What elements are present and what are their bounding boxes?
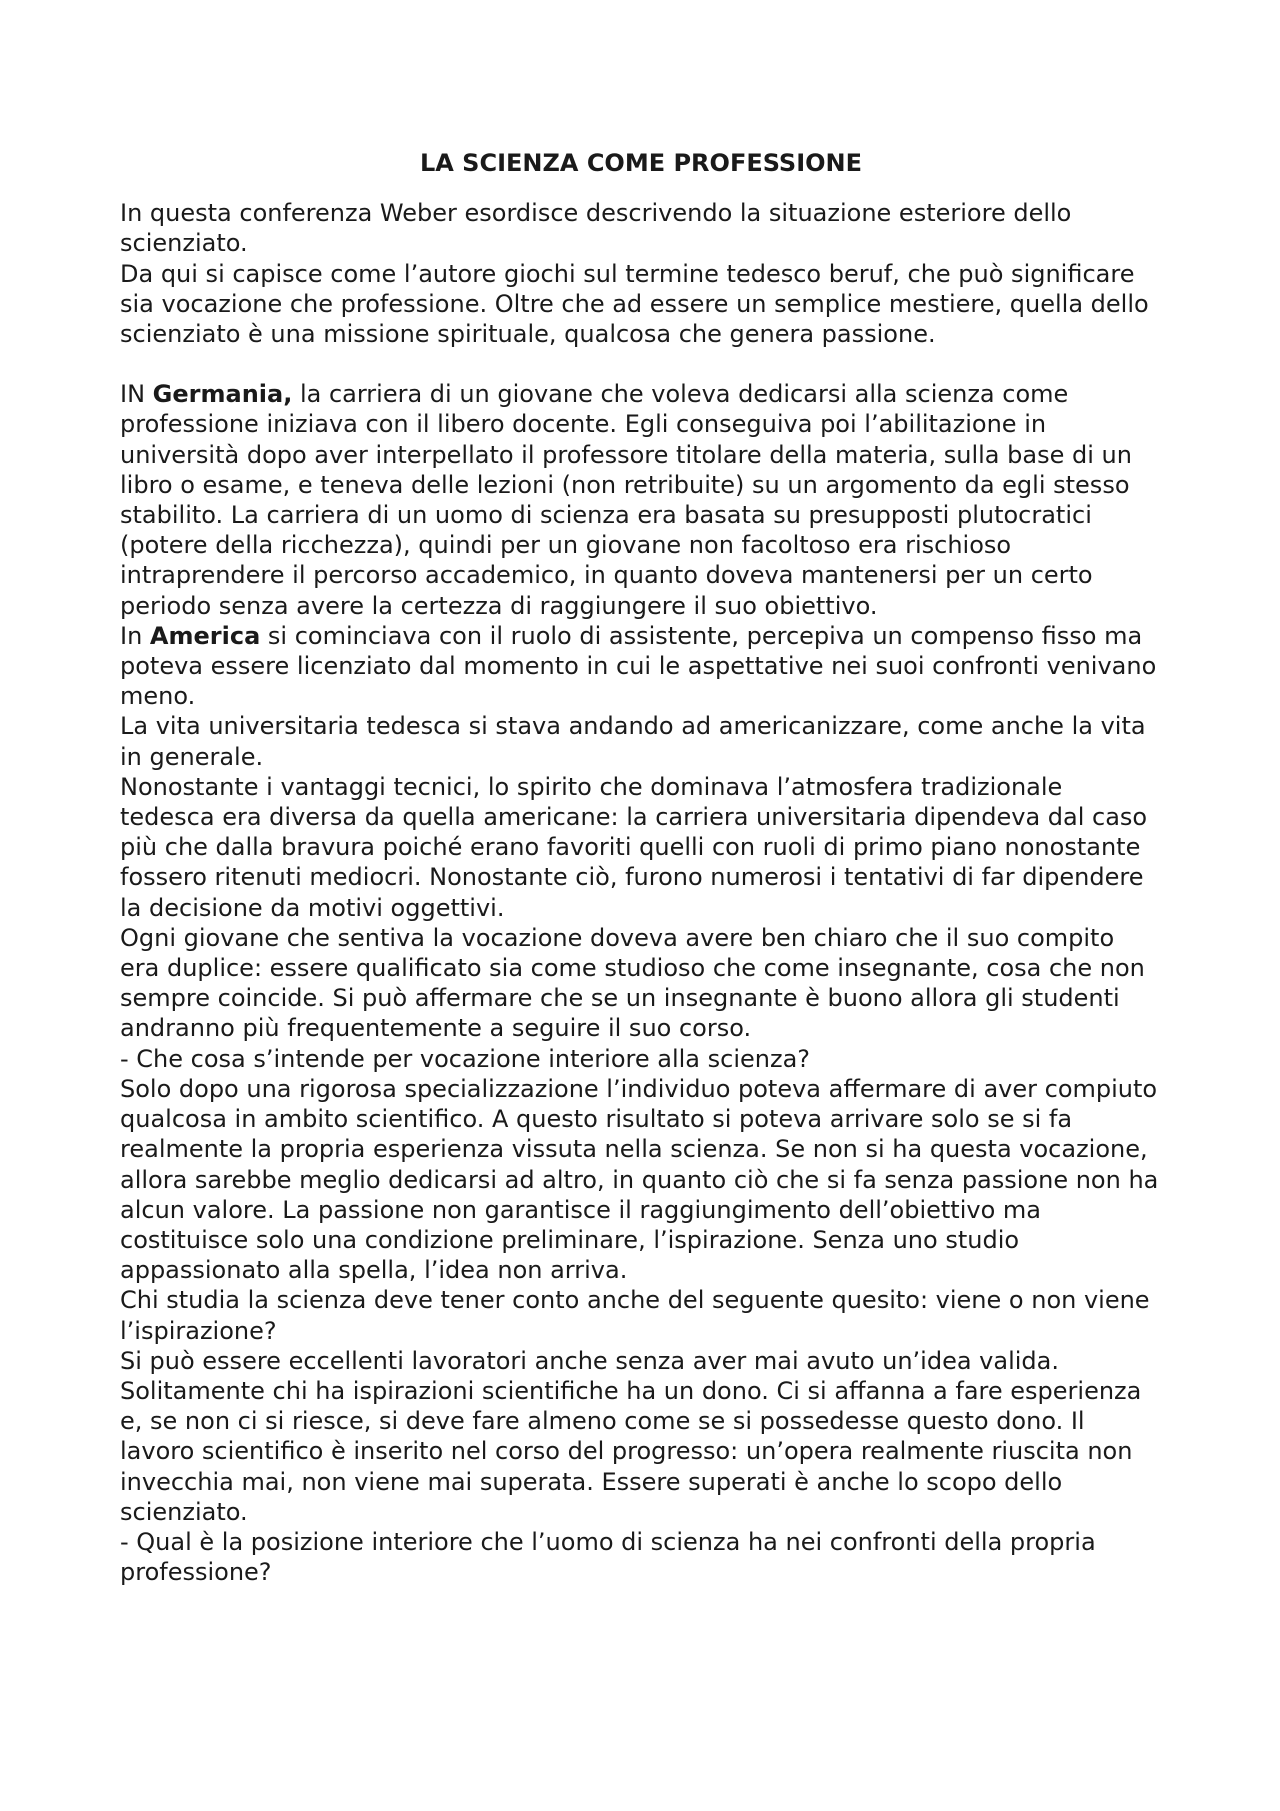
question-vocazione: - Che cosa s’intende per vocazione interiore alla scienza? <box>120 1044 811 1073</box>
paragraph-germania <box>120 379 1160 621</box>
paragraph-germania-text: la carriera di un giovane che voleva dedicarsi alla scienza come professione iniziava con il libero docente. Egli conseguiva poi l’abilitazione in università dopo aver interpellato il professore titolare della materia, sulla base di un libro o esame, e teneva delle lezioni (non retribuite) su un argomento da egli stesso stabilito. La carriera di un uomo di scienza era basata su presupposti plutocratici (potere della ricchezza), quindi per un giovane non facoltoso era rischioso intraprendere il percorso accademico, in quanto doveva mantenersi per un certo periodo senza avere la certezza di raggiungere il suo obiettivo. <box>120 380 1132 620</box>
page-title: LA SCIENZA COME PROFESSIONE <box>419 149 863 177</box>
paragraph-dono: Si può essere eccellenti lavoratori anche senza aver mai avuto un’idea valida. Solitamente chi ha ispirazioni scientifiche ha un dono. Ci si affanna a fare esperienza e, se non ci si riesce, si deve fare almeno come se si possedesse questo dono. Il lavoro scientifico è inserito nel corso del progresso: un’opera realmente riuscita non invecchia mai, non viene mai superata. Essere superati è anche lo scopo dello scienziato. <box>120 1346 1142 1526</box>
paragraph-germania-prefix: IN <box>120 380 153 409</box>
paragraph-intro: In questa conferenza Weber esordisce descrivendo la situazione esteriore dello scienziato. <box>120 199 1072 258</box>
question-posizione: - Qual è la posizione interiore che l’uomo di scienza ha nei confronti della propria professione? <box>120 1527 1096 1587</box>
paragraph-america-text: si cominciava con il ruolo di assistente, percepiva un compenso fisso ma poteva essere licenziato dal momento in cui le aspettative nei suoi confronti venivano meno. <box>120 621 1157 711</box>
paragraph-americanizzazione: La vita universitaria tedesca si stava andando ad americanizzare, come anche la vita in generale. <box>120 712 1146 771</box>
paragraph-america <box>120 621 1160 712</box>
paragraph-vantaggi: Nonostante i vantaggi tecnici, lo spirito che dominava l’atmosfera tradizionale tedesca era diversa da quella americane: la carriera universitaria dipendeva dal caso più che dalla bravura poiché erano favoriti quelli con ruoli di primo piano nonostante fossero ritenuti mediocri. Nonostante ciò, furono numerosi i tentativi di far dipendere la decisione da motivi oggettivi. <box>120 772 1148 922</box>
keyword-america: America <box>149 621 261 650</box>
keyword-germania: Germania, <box>152 380 293 409</box>
paragraph-beruf: Da qui si capisce come l’autore giochi sul termine tedesco beruf, che può significare sia vocazione che professione. Oltre che ad essere un semplice mestiere, quella dello scienziato è una missione spirituale, qualcosa che genera passione. <box>120 259 1149 349</box>
paragraph-specializzazione: Solo dopo una rigorosa specializzazione l’individuo poteva affermare di aver compiuto qualcosa in ambito scientifico. A questo risultato si poteva arrivare solo se si fa realmente la propria esperienza vissuta nella scienza. Se non si ha questa vocazione, allora sarebbe meglio dedicarsi ad altro, in quanto ciò che si fa senza passione non ha alcun valore. La passione non garantisce il raggiungimento dell’obiettivo ma costituisce solo una condizione preliminare, l’ispirazione. Senza uno studio appassionato alla spella, l’idea non arriva. <box>120 1074 1159 1285</box>
document-page <box>120 148 1160 1587</box>
paragraph-spacer <box>120 349 1160 379</box>
paragraph-america-prefix: In <box>120 621 150 650</box>
paragraph-ispirazione: Chi studia la scienza deve tener conto anche del seguente quesito: viene o non viene l’ispirazione? <box>120 1286 1150 1345</box>
paragraph-compito: Ogni giovane che sentiva la vocazione doveva avere ben chiaro che il suo compito era duplice: essere qualificato sia come studioso che come insegnante, cosa che non sempre coincide. Si può affermare che se un insegnante è buono allora gli studenti andranno più frequentemente a seguire il suo corso. <box>120 923 1145 1043</box>
